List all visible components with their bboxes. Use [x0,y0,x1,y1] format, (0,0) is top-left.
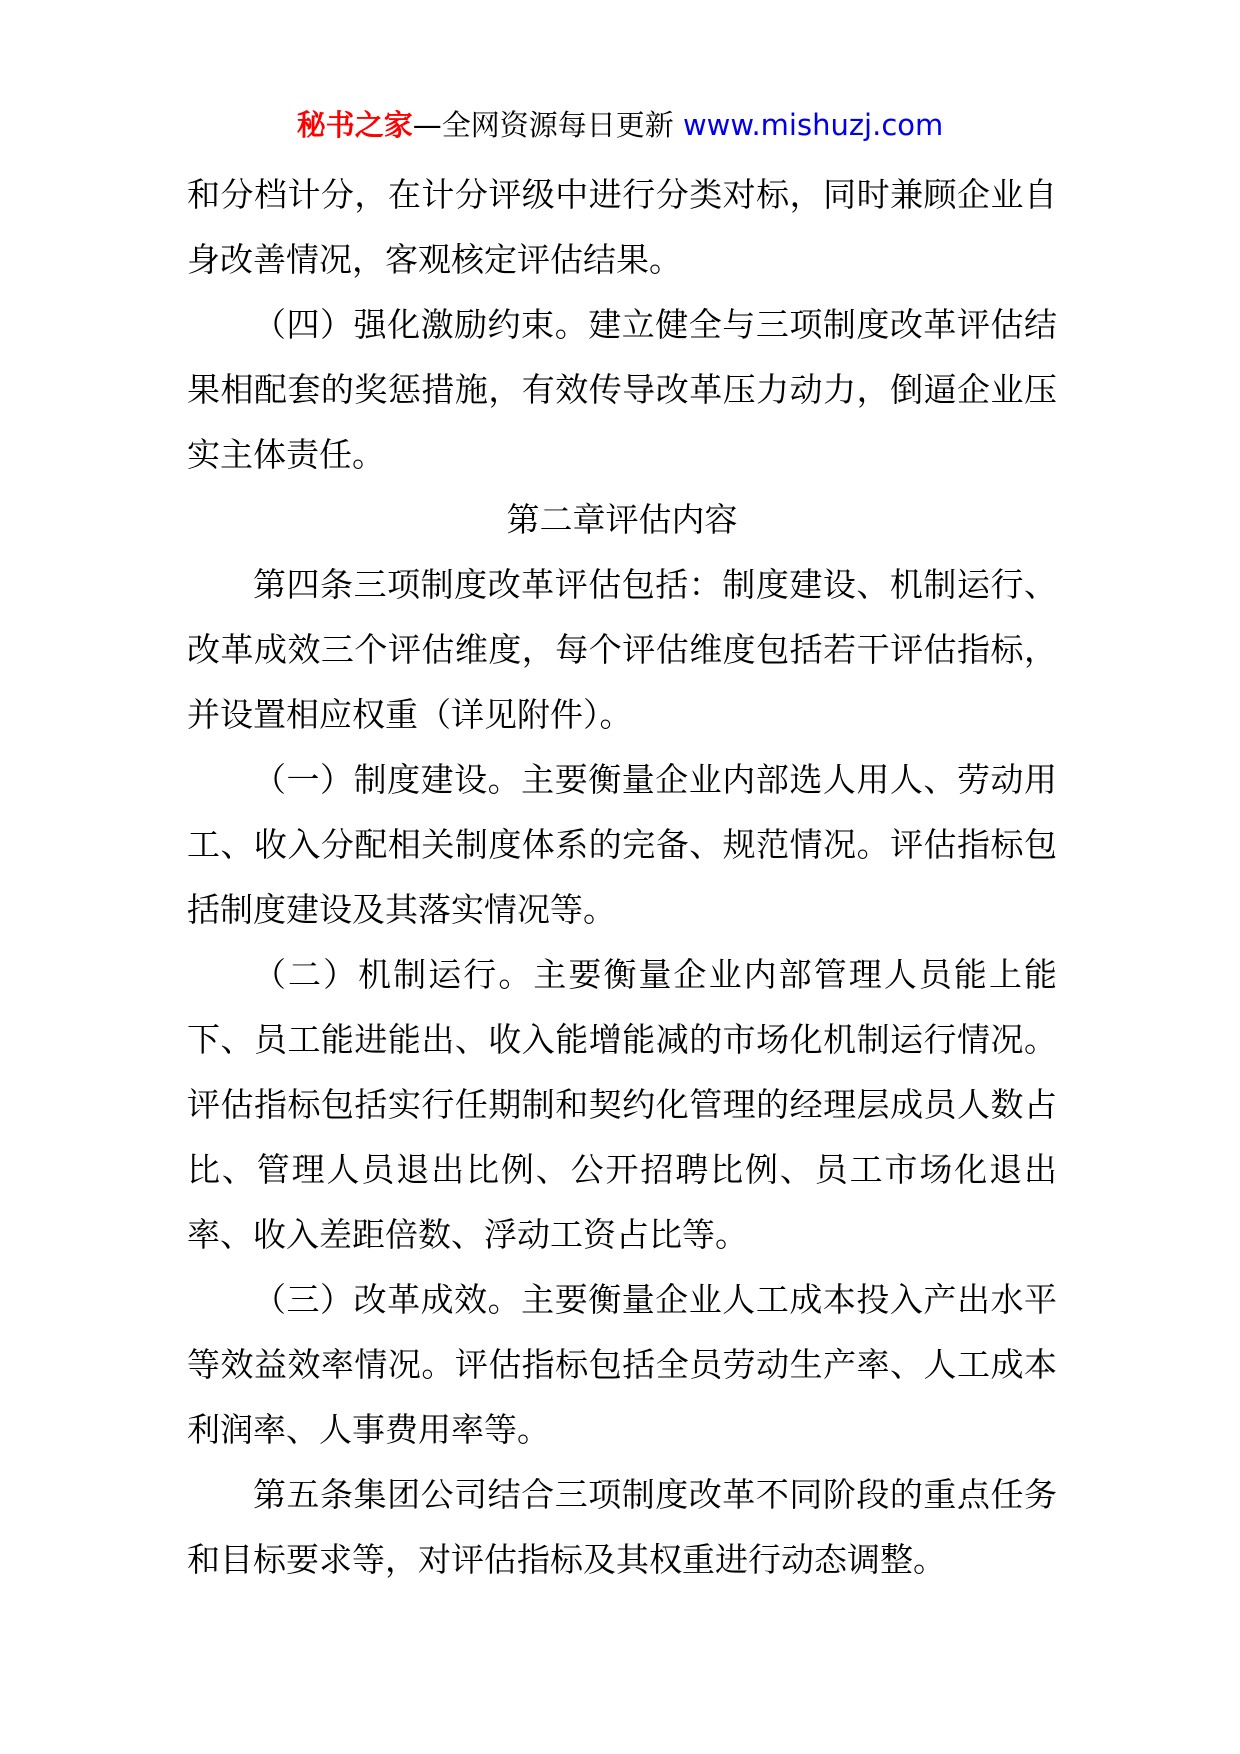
paragraph-item-2: （二）机制运行。主要衡量企业内部管理人员能上能下、员工能进能出、收入能增能减的市场化机制运行情况。评估指标包括实行任期制和契约化管理的经理层成员人数占比、管理人员退出比例、公开招聘比例、员工市场化退出率、收入差距倍数、浮动工资占比等。 [187,955,1057,1254]
site-slogan: —全网资源每日更新 [412,108,683,142]
paragraph-article-5: 第五条集团公司结合三项制度改革不同阶段的重点任务和目标要求等，对评估指标及其权重进行动态调整。 [187,1475,1057,1579]
paragraph-item-1: （一）制度建设。主要衡量企业内部选人用人、劳动用工、收入分配相关制度体系的完备、规范情况。评估指标包括制度建设及其落实情况等。 [187,760,1057,929]
paragraph-continuation: 和分档计分，在计分评级中进行分类对标，同时兼顾企业自身改善情况，客观核定评估结果。 [187,175,1057,279]
document-body [187,162,1057,1592]
paragraph-article-4: 第四条三项制度改革评估包括：制度建设、机制运行、改革成效三个评估维度，每个评估维度包括若干评估指标，并设置相应权重（详见附件）。 [187,565,1057,734]
paragraph-section-4: （四）强化激励约束。建立健全与三项制度改革评估结果相配套的奖惩措施，有效传导改革压力动力，倒逼企业压实主体责任。 [187,305,1057,474]
site-header [0,103,1240,147]
chapter-heading: 第二章评估内容 [506,500,738,539]
site-brand: 秘书之家 [296,108,413,142]
site-url-link[interactable]: www.mishuzj.com [682,108,944,142]
paragraph-item-3: （三）改革成效。主要衡量企业人工成本投入产出水平等效益效率情况。评估指标包括全员劳动生产率、人工成本利润率、人事费用率等。 [187,1280,1057,1449]
